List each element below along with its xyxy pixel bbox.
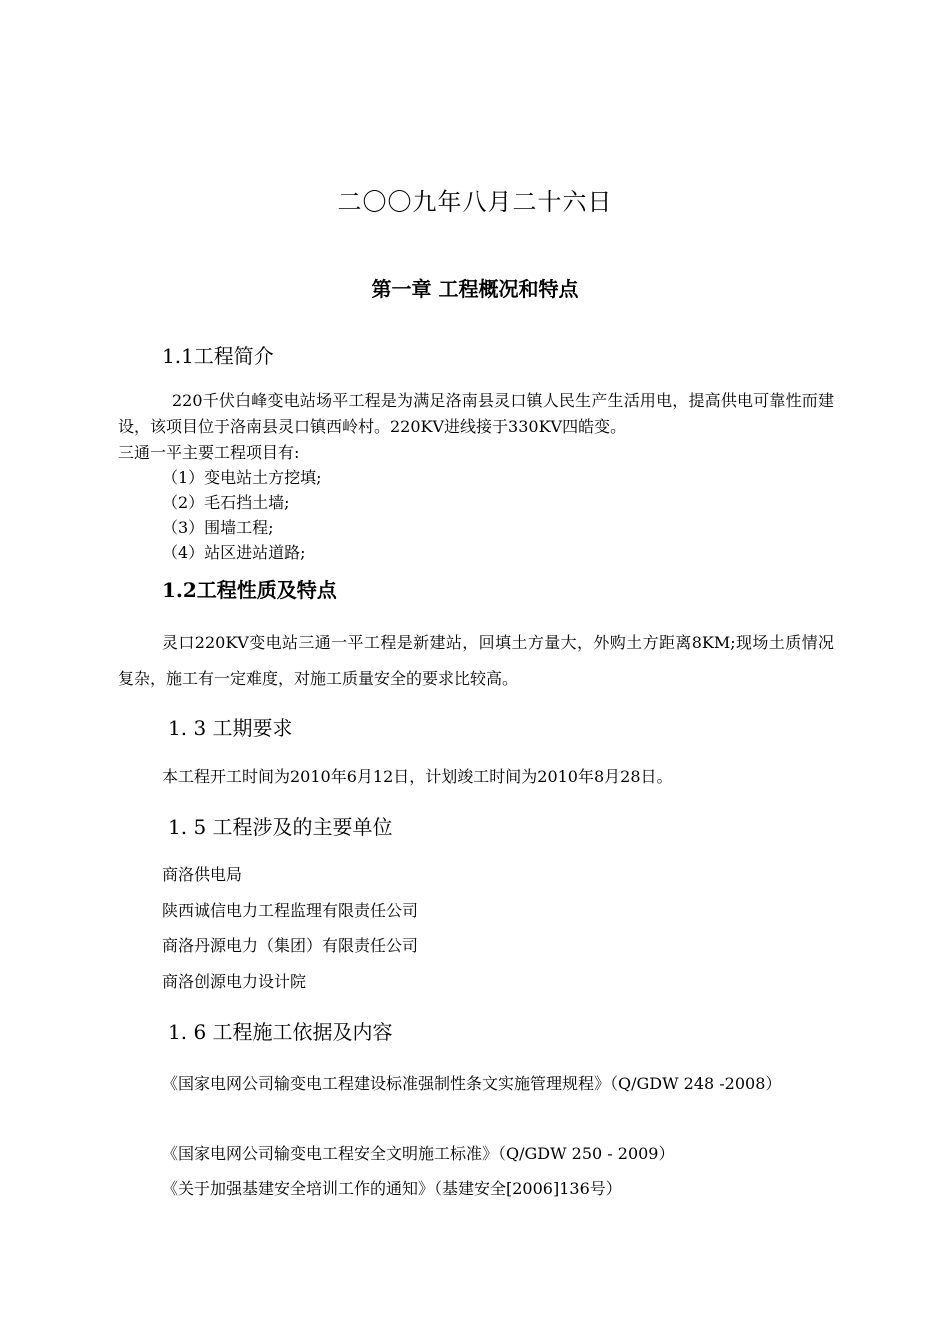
chapter-title: 第一章 工程概况和特点	[371, 277, 579, 301]
list-item: （3）围墙工程;	[162, 518, 274, 537]
reference-item: 《国家电网公司输变电工程建设标准强制性条文实施管理规程》（Q/GDW 248 -2008）	[162, 1074, 782, 1093]
unit-item: 商洛供电局	[162, 865, 243, 884]
list-item: （1）变电站土方挖填;	[162, 468, 322, 487]
section-1-6-heading: 1. 6 工程施工依据及内容	[168, 1020, 393, 1044]
section-1-3-heading: 1. 3 工期要求	[168, 716, 293, 740]
section-1-1-paragraph: 220千伏白峰变电站场平工程是为满足洛南县灵口镇人民生产生活用电，提高供电可靠性而建设，该项目位于洛南县灵口镇西岭村。220KV进线接于330KV四皓变。	[118, 391, 834, 436]
list-item: （4）站区进站道路;	[162, 543, 306, 562]
section-1-1-heading: 1.1工程简介	[162, 344, 274, 368]
reference-item: 《国家电网公司输变电工程安全文明施工标准》（Q/GDW 250 - 2009）	[162, 1144, 675, 1163]
document-date: 二〇〇九年八月二十六日	[337, 188, 613, 216]
section-1-2-paragraph: 灵口220KV变电站三通一平工程是新建站，回填土方量大，外购土方距离8KM;现场土质情况复杂，施工有一定难度，对施工质量安全的要求比较高。	[118, 633, 834, 688]
unit-item: 陕西诚信电力工程监理有限责任公司	[162, 901, 419, 920]
unit-item: 商洛丹源电力（集团）有限责任公司	[162, 936, 419, 955]
unit-item: 商洛创源电力设计院	[162, 972, 307, 991]
section-1-3-text: 本工程开工时间为2010年6月12日，计划竣工时间为2010年8月28日。	[162, 767, 673, 786]
section-1-1-list-intro: 三通一平主要工程项目有:	[118, 443, 300, 462]
list-item: （2）毛石挡土墙;	[162, 493, 290, 512]
reference-item: 《关于加强基建安全培训工作的通知》（基建安全[2006]136号）	[162, 1179, 622, 1198]
section-1-5-heading: 1. 5 工程涉及的主要单位	[168, 815, 393, 839]
section-1-2-heading: 1.2工程性质及特点	[162, 578, 337, 602]
